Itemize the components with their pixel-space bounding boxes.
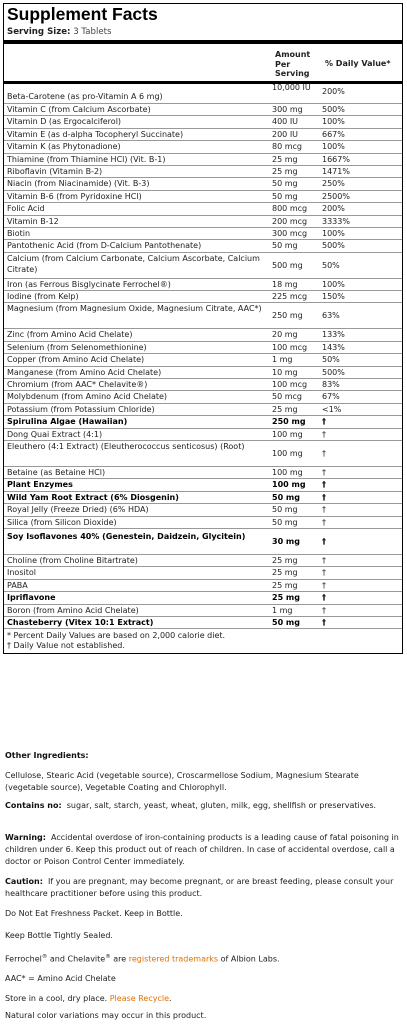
nutrient-amount: 50 mg xyxy=(272,492,300,502)
table-row xyxy=(4,291,402,303)
serving-size-label: Serving Size: xyxy=(7,27,71,37)
nutrient-daily-value: † xyxy=(322,492,326,502)
nutrient-name: Vitamin B-12 xyxy=(7,216,59,226)
nutrient-name: Niacin (from Niacinamide) (Vit. B-3) xyxy=(7,179,150,189)
table-row xyxy=(4,279,402,291)
nutrient-name: Dong Quai Extract (4:1) xyxy=(7,429,103,439)
table-row xyxy=(4,116,402,128)
footnote-dv: * Percent Daily Values are based on 2,000 calorie diet. xyxy=(7,631,226,641)
nutrient-name: Chasteberry (Vitex 10:1 Extract) xyxy=(7,617,154,627)
nutrient-amount: 25 mg xyxy=(272,555,298,565)
nutrient-name: Vitamin D (as Ergocalciferol) xyxy=(7,117,122,127)
nutrient-name: Spirulina Algae (Hawaiian) xyxy=(7,417,128,427)
nutrient-daily-value: † xyxy=(322,580,326,590)
nutrient-daily-value: † xyxy=(322,555,326,565)
nutrient-amount: 25 mg xyxy=(272,593,300,603)
table-row xyxy=(4,617,402,629)
column-header xyxy=(4,44,402,84)
table-row xyxy=(4,84,402,104)
nutrient-amount: 300 mg xyxy=(272,105,303,114)
nutrient-daily-value: 500% xyxy=(322,105,345,114)
serving-size xyxy=(7,26,399,38)
table-row xyxy=(4,354,402,366)
nutrient-daily-value: † xyxy=(322,617,326,627)
nutrient-daily-value: 50% xyxy=(322,260,340,270)
nutrient-name: Biotin xyxy=(7,228,31,238)
table-row xyxy=(4,191,402,203)
nutrient-amount: 50 mg xyxy=(272,617,300,627)
nutrient-amount: 18 mg xyxy=(272,279,298,289)
nutrient-daily-value: † xyxy=(322,568,326,578)
table-row xyxy=(4,555,402,567)
table-row xyxy=(4,404,402,416)
nutrient-name: Zinc (from Amino Acid Chelate) xyxy=(7,330,133,340)
nutrient-daily-value: † xyxy=(322,505,326,515)
table-row xyxy=(4,441,402,467)
table-row xyxy=(4,479,402,491)
nutrient-daily-value: † xyxy=(322,467,326,477)
nutrient-name: Boron (from Amino Acid Chelate) xyxy=(7,605,139,615)
table-row xyxy=(4,166,402,178)
nutrient-name: Folic Acid xyxy=(7,204,45,214)
daily-value-header: % Daily Value* xyxy=(325,59,391,68)
registered-trademarks-link[interactable]: registered trademarks xyxy=(128,954,219,964)
nutrient-name: Molybdenum (from Amino Acid Chelate) xyxy=(7,392,168,402)
nutrient-amount: 500 mg xyxy=(272,260,303,270)
table-row xyxy=(4,228,402,240)
nutrient-amount: 30 mg xyxy=(272,536,300,546)
table-row xyxy=(4,141,402,153)
nutrient-amount: 10,000 IU xyxy=(272,83,311,92)
table-row xyxy=(4,303,402,329)
nutrient-amount: 25 mg xyxy=(272,568,298,578)
nutrient-daily-value: 150% xyxy=(322,292,345,302)
nutrient-daily-value: 83% xyxy=(322,380,340,390)
nutrient-amount: 50 mg xyxy=(272,241,298,251)
nutrient-name: Chromium (from AAC* Chelavite®) xyxy=(7,380,148,390)
nutrient-name: Iron (as Ferrous Bisglycinate Ferrochel®) xyxy=(7,279,171,289)
nutrient-daily-value: 50% xyxy=(322,355,340,365)
nutrient-name: Calcium (from Calcium Carbonate, Calcium Ascorbate, Calcium Citrate) xyxy=(7,253,260,275)
caution: Caution: If you are pregnant, may become pregnant, or are breast feeding, please consult your healthcare practitioner before using this product. xyxy=(5,877,394,898)
nutrient-daily-value: 1471% xyxy=(322,166,350,176)
footnotes xyxy=(7,629,399,653)
nutrient-name: Selenium (from Selenomethionine) xyxy=(7,342,147,352)
nutrient-amount: 225 mcg xyxy=(272,292,308,302)
nutrient-name: Manganese (from Amino Acid Chelate) xyxy=(7,367,162,377)
serving-size-value: 3 Tablets xyxy=(73,27,112,37)
storage-note: Store in a cool, dry place. Please Recycle. xyxy=(5,994,172,1003)
nutrient-amount: 1 mg xyxy=(272,605,293,615)
table-row xyxy=(4,253,402,279)
table-row xyxy=(4,203,402,215)
nutrient-name: Riboflavin (Vitamin B-2) xyxy=(7,166,103,176)
please-recycle-link[interactable]: Please Recycle xyxy=(109,994,170,1003)
keep-sealed: Keep Bottle Tightly Sealed. xyxy=(5,931,113,940)
table-row xyxy=(4,492,402,504)
nutrient-amount: 300 mcg xyxy=(272,228,308,238)
nutrient-name: Ipriflavone xyxy=(7,593,56,603)
nutrient-name: Inositol xyxy=(7,568,36,578)
nutrient-amount: 50 mg xyxy=(272,179,298,189)
aac-note: AAC* = Amino Acid Chelate xyxy=(5,974,116,983)
nutrient-daily-value: 2500% xyxy=(322,191,350,201)
warning: Warning: Accidental overdose of iron-containing products is a leading cause of fatal poisoning in children under 6. Keep this product out of reach of children. In case of accidental overdose, call a doctor or Poison Control Center immediately. xyxy=(5,833,399,866)
nutrient-name: Wild Yam Root Extract (6% Diosgenin) xyxy=(7,492,179,502)
table-row xyxy=(4,467,402,479)
nutrient-daily-value: 100% xyxy=(322,142,345,152)
nutrient-amount: 25 mg xyxy=(272,166,298,176)
nutrient-daily-value: 200% xyxy=(322,204,345,214)
table-row xyxy=(4,605,402,617)
nutrient-daily-value: † xyxy=(322,417,326,427)
table-row xyxy=(4,178,402,190)
nutrient-daily-value: † xyxy=(322,429,326,439)
nutrient-daily-value: 100% xyxy=(322,117,345,127)
nutrient-name: Thiamine (from Thiamine HCl) (Vit. B-1) xyxy=(7,154,166,164)
nutrient-daily-value: 250% xyxy=(322,179,345,189)
nutrient-amount: 100 mg xyxy=(272,429,303,439)
nutrient-daily-value: 667% xyxy=(322,129,345,139)
nutrient-amount: 200 IU xyxy=(272,129,299,139)
nutrient-name: Vitamin B-6 (from Pyridoxine HCl) xyxy=(7,191,142,201)
nutrient-amount: 100 mcg xyxy=(272,380,308,390)
nutrient-amount: 25 mg xyxy=(272,580,298,590)
nutrient-amount: 200 mcg xyxy=(272,216,308,226)
table-row xyxy=(4,154,402,166)
nutrient-amount: 80 mcg xyxy=(272,142,302,152)
table-row xyxy=(4,329,402,341)
table-row xyxy=(4,216,402,228)
other-ingredients-heading: Other Ingredients: xyxy=(5,751,89,760)
nutrient-daily-value: 200% xyxy=(322,87,345,96)
nutrient-amount: 100 mg xyxy=(272,448,303,458)
nutrient-daily-value: 67% xyxy=(322,392,340,402)
nutrient-name: Pantothenic Acid (from D-Calcium Pantothenate) xyxy=(7,241,202,251)
table-row xyxy=(4,592,402,604)
nutrient-daily-value: 100% xyxy=(322,279,345,289)
nutrient-amount: 10 mg xyxy=(272,367,298,377)
nutrient-amount: 250 mg xyxy=(272,311,303,321)
nutrient-name: Plant Enzymes xyxy=(7,480,73,490)
supplement-facts-panel xyxy=(3,3,403,654)
table-row xyxy=(4,391,402,403)
nutrient-name: Royal Jelly (Freeze Dried) (6% HDA) xyxy=(7,505,149,515)
footnote-dagger: † Daily Value not established. xyxy=(7,641,125,651)
nutrient-amount: 20 mg xyxy=(272,330,298,340)
nutrient-amount: 800 mcg xyxy=(272,204,308,214)
nutrient-amount: 100 mg xyxy=(272,480,306,490)
nutrient-amount: 25 mg xyxy=(272,404,298,414)
nutrient-daily-value: † xyxy=(322,448,326,458)
nutrient-amount: 50 mg xyxy=(272,191,298,201)
amount-per-serving-header: Amount Per Serving xyxy=(275,50,311,79)
nutrient-daily-value: 63% xyxy=(322,311,340,321)
panel-title: Supplement Facts xyxy=(7,4,158,24)
nutrient-name: Magnesium (from Magnesium Oxide, Magnesium Citrate, AAC*) xyxy=(7,304,262,314)
contains-no: Contains no: sugar, salt, starch, yeast, wheat, gluten, milk, egg, shellfish or preservatives. xyxy=(5,801,377,810)
natural-color-note: Natural color variations may occur in this product. xyxy=(5,1011,207,1020)
nutrient-name: Choline (from Choline Bitartrate) xyxy=(7,555,138,565)
trademarks-note: Ferrochel® and Chelavite® are registered trademarks of Albion Labs. xyxy=(5,954,280,964)
nutrient-name: Vitamin K (as Phytonadione) xyxy=(7,142,121,152)
table-row xyxy=(4,580,402,592)
nutrient-daily-value: 143% xyxy=(322,342,345,352)
nutrient-daily-value: 3333% xyxy=(322,216,350,226)
nutrient-amount: 1 mg xyxy=(272,355,293,365)
nutrient-amount: 100 mcg xyxy=(272,342,308,352)
freshness-packet: Do Not Eat Freshness Packet. Keep in Bottle. xyxy=(5,909,183,918)
nutrient-daily-value: † xyxy=(322,480,326,490)
nutrient-name: Copper (from Amino Acid Chelate) xyxy=(7,355,145,365)
table-row xyxy=(4,342,402,354)
nutrient-amount: 25 mg xyxy=(272,154,298,164)
nutrient-amount: 250 mg xyxy=(272,417,306,427)
nutrient-amount: 100 mg xyxy=(272,467,303,477)
nutrient-name: Beta-Carotene (as pro-Vitamin A 6 mg) xyxy=(7,92,163,101)
table-row xyxy=(4,504,402,516)
nutrient-daily-value: 500% xyxy=(322,367,345,377)
nutrient-name: Soy Isoflavones 40% (Genestein, Daidzein, Glycitein) xyxy=(7,531,246,541)
table-row xyxy=(4,517,402,529)
table-row xyxy=(4,567,402,579)
nutrient-name: Eleuthero (4:1 Extract) (Eleutherococcus senticosus) (Root) xyxy=(7,441,245,451)
nutrient-daily-value: 1667% xyxy=(322,154,350,164)
nutrient-daily-value: 100% xyxy=(322,228,345,238)
nutrient-amount: 50 mg xyxy=(272,517,298,527)
table-row xyxy=(4,240,402,252)
nutrient-daily-value: † xyxy=(322,593,326,603)
table-row xyxy=(4,129,402,141)
table-row xyxy=(4,529,402,555)
table-row xyxy=(4,416,402,428)
nutrient-daily-value: † xyxy=(322,536,326,546)
nutrient-name: Potassium (from Potassium Chloride) xyxy=(7,404,155,414)
nutrient-amount: 400 IU xyxy=(272,117,299,127)
nutrient-table xyxy=(7,84,399,629)
nutrient-name: Betaine (as Betaine HCl) xyxy=(7,467,106,477)
other-ingredients-text: Cellulose, Stearic Acid (vegetable source), Croscarmellose Sodium, Magnesium Stearate (vegetable source), Vegetable Coating and Chlorophyll. xyxy=(5,771,359,792)
nutrient-daily-value: 500% xyxy=(322,241,345,251)
nutrient-daily-value: † xyxy=(322,517,326,527)
nutrient-daily-value: 133% xyxy=(322,330,345,340)
nutrient-name: PABA xyxy=(7,580,28,590)
nutrient-daily-value: <1% xyxy=(322,404,342,414)
nutrient-name: Vitamin C (from Calcium Ascorbate) xyxy=(7,105,151,114)
nutrient-amount: 50 mg xyxy=(272,505,298,515)
nutrient-daily-value: † xyxy=(322,605,326,615)
table-row xyxy=(4,104,402,116)
nutrient-amount: 50 mcg xyxy=(272,392,302,402)
table-row xyxy=(4,379,402,391)
nutrient-name: Vitamin E (as d-alpha Tocopheryl Succinate) xyxy=(7,129,184,139)
table-row xyxy=(4,367,402,379)
table-row xyxy=(4,429,402,441)
nutrient-name: Silica (from Silicon Dioxide) xyxy=(7,517,117,527)
nutrient-name: Iodine (from Kelp) xyxy=(7,292,79,302)
